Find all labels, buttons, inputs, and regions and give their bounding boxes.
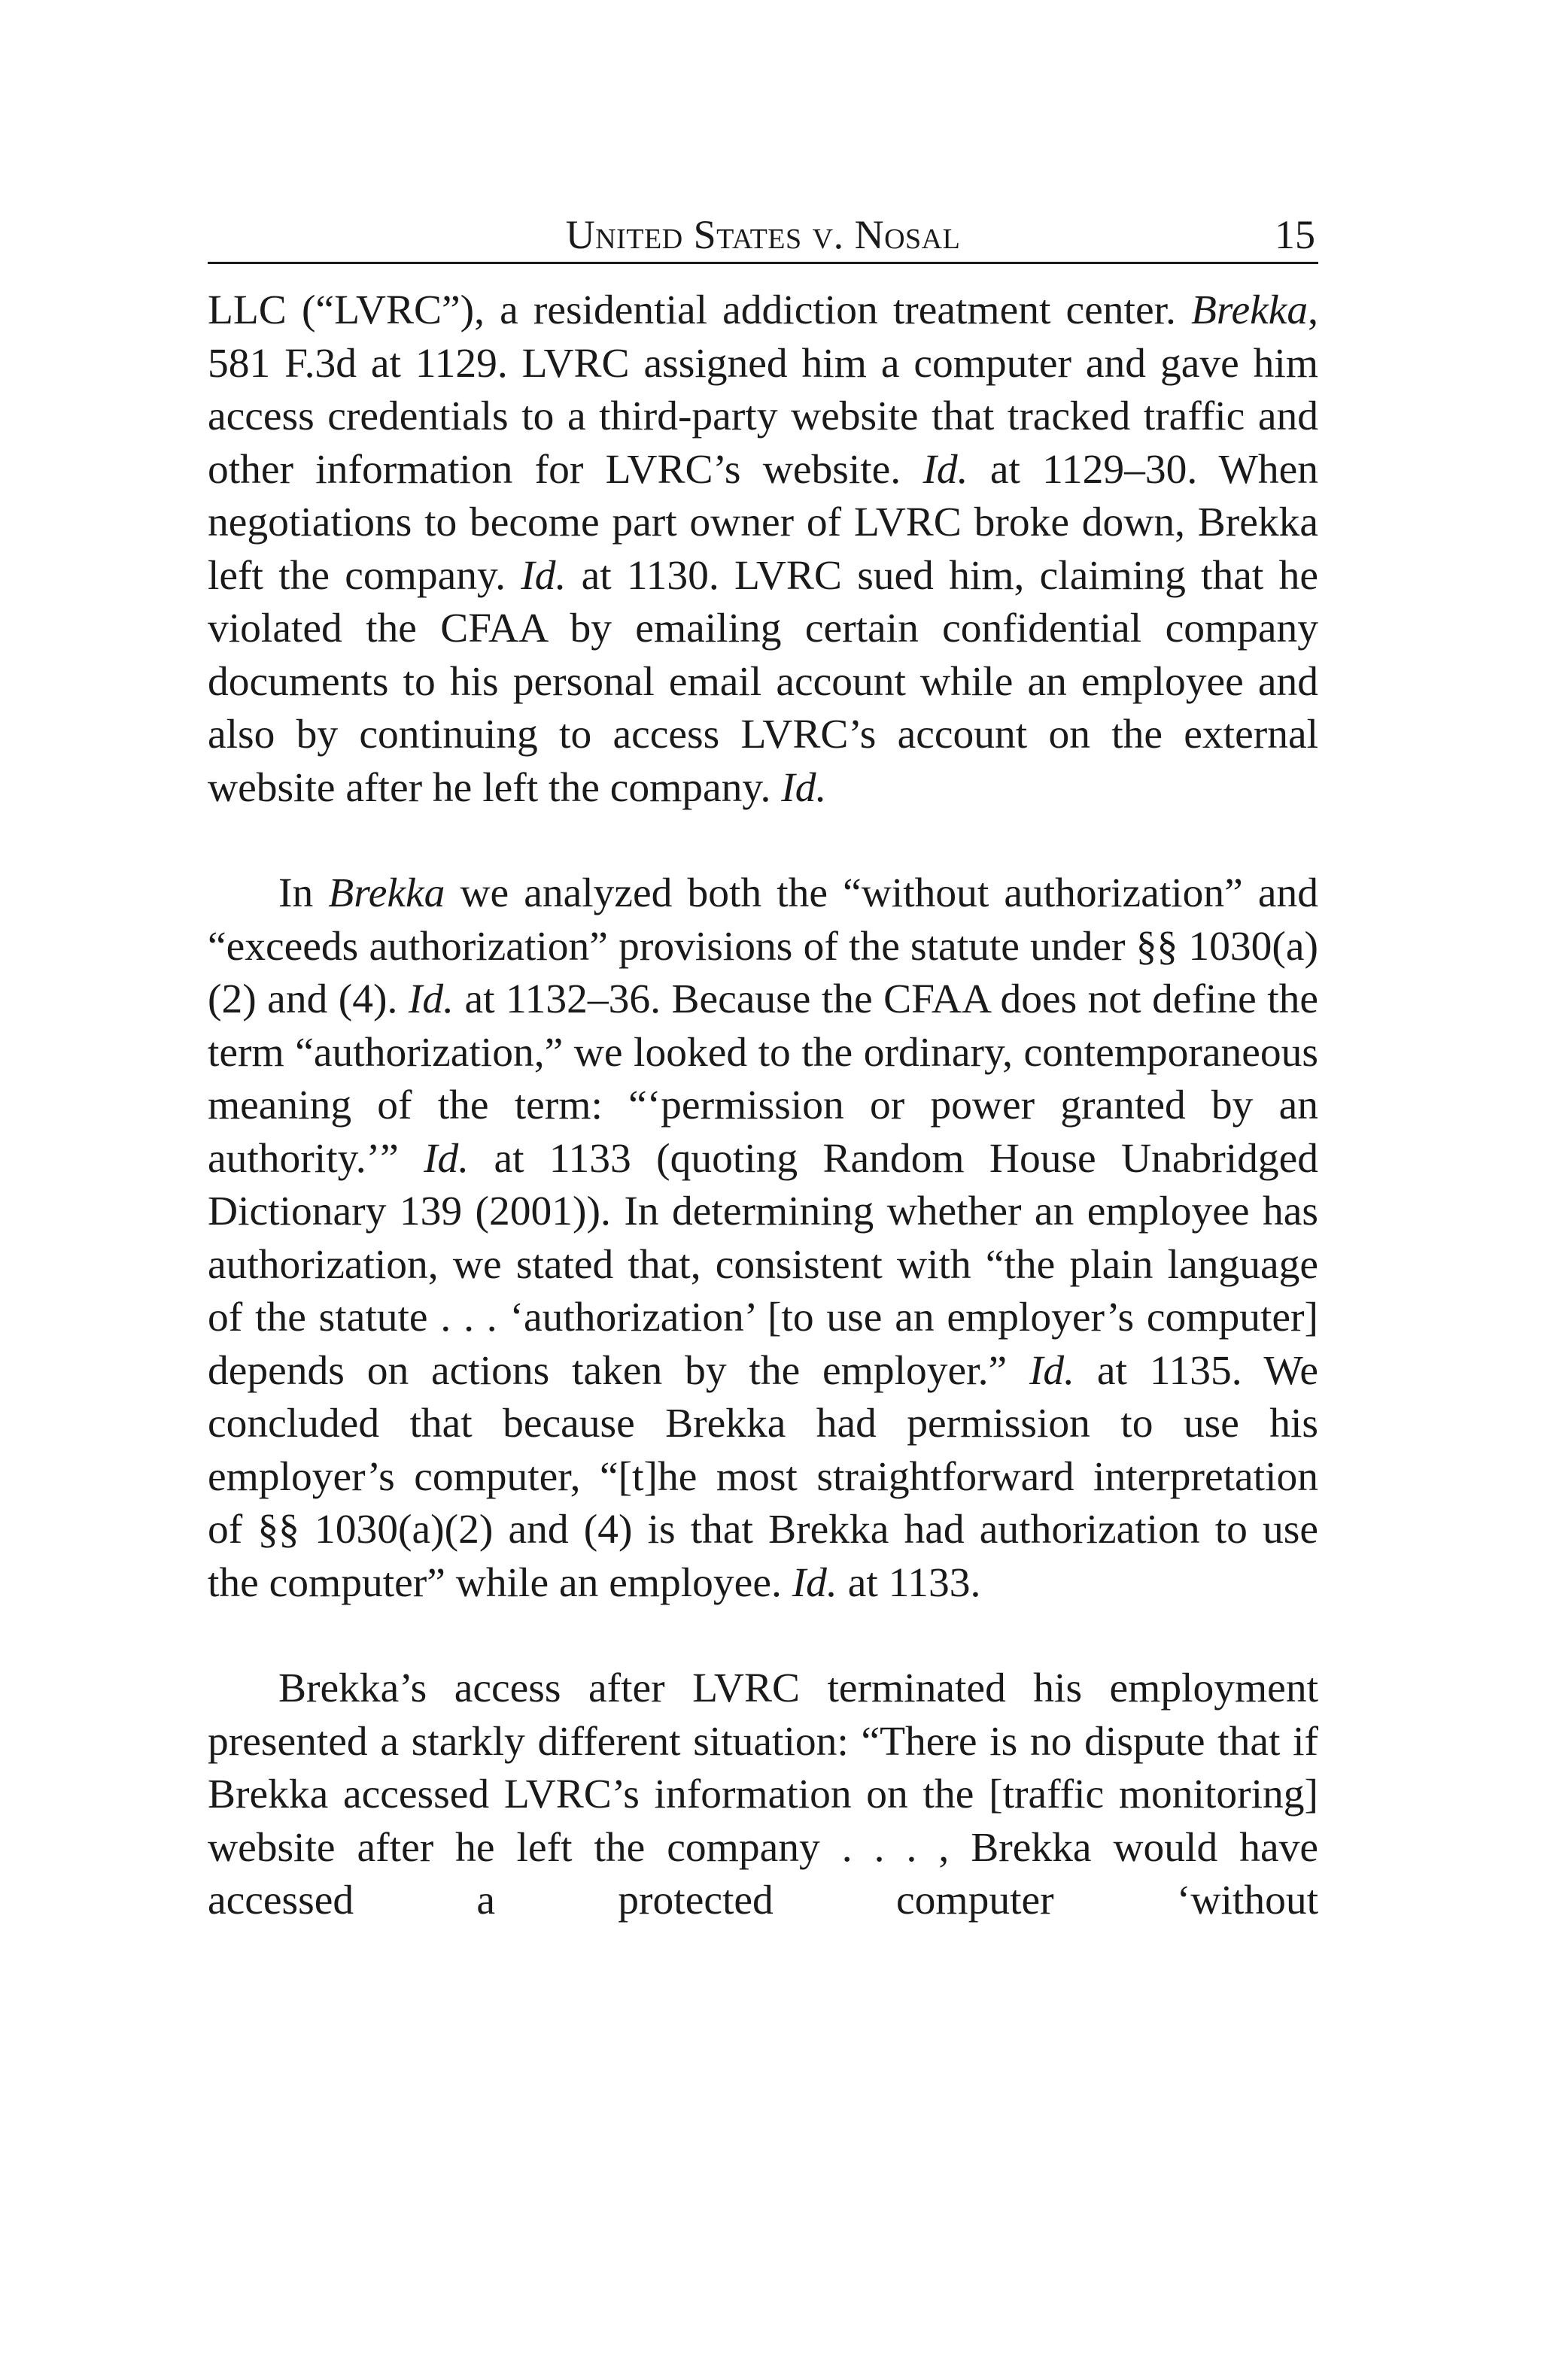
text-run: at 1135. We concluded that because Brekka had permission to use his employer’s computer, “[t]he most straightforward interpretation of §§ 1030(a)(2) and (4) is that Brekka had authorization to use the computer” while an employee.	[208, 1347, 1318, 1606]
id-citation: Id.	[1029, 1347, 1075, 1394]
text-run: at 1133 (quoting Random House Unabridged Dictionary 139 (2001)). In determining whether an employee has authorization, we stated that, consistent with “the plain language of the statute . . . ‘authorization’ [to use an employer’s computer] depends on actions taken by the employer.”	[208, 1135, 1318, 1394]
case-name-citation: Brekka	[1191, 287, 1308, 333]
id-citation: Id.	[922, 446, 968, 493]
text-run: In	[278, 870, 329, 916]
text-run: at 1133.	[837, 1559, 981, 1606]
text-run: we analyzed both the “without authorization” and “exceeds authorization” provisions of the statute under §§ 1030(a)(2) and (4).	[208, 870, 1318, 1022]
opinion-body	[208, 284, 1318, 1928]
text-run: Brekka’s access after LVRC terminated his employment presented a starkly different situation: “There is no dispute that if Brekka accessed LVRC’s information on the [traffic monitoring] website after he left the company . . . , Brekka would have accessed a protected computer ‘without	[208, 1665, 1318, 1923]
id-citation: Id.	[781, 764, 827, 811]
text-run: at 1132–36. Because the CFAA does not define the term “authorization,” we looked to the ordinary, contemporaneous meaning of the term: “‘permission or power granted by an authority.’”	[208, 976, 1319, 1182]
id-citation: Id.	[792, 1559, 837, 1606]
page-number: 15	[1275, 212, 1315, 257]
id-citation: Id.	[424, 1135, 470, 1182]
paragraph-2	[208, 867, 1318, 1610]
text-run: at 1129–30. When negotiations to become part owner of LVRC broke down, Brekka left the company.	[208, 446, 1318, 599]
paragraph-3	[208, 1662, 1318, 1928]
case-name-citation: Brekka	[328, 870, 445, 916]
page-header	[208, 209, 1318, 264]
running-head: United States v. Nosal	[565, 212, 961, 257]
paragraph-1	[208, 284, 1318, 815]
id-citation: Id.	[408, 976, 454, 1022]
text-run: at 1130. LVRC sued him, claiming that he violated the CFAA by emailing certain confidential company documents to his personal email account while an employee and also by continuing to access LVRC’s account on the external website after he left the company.	[208, 552, 1318, 811]
text-run: , 581 F.3d at 1129. LVRC assigned him a computer and gave him access credentials to a third-party website that tracked traffic and other information for LVRC’s website.	[208, 287, 1318, 493]
id-citation: Id.	[521, 552, 567, 599]
text-run: LLC (“LVRC”), a residential addiction treatment center.	[208, 287, 1192, 333]
